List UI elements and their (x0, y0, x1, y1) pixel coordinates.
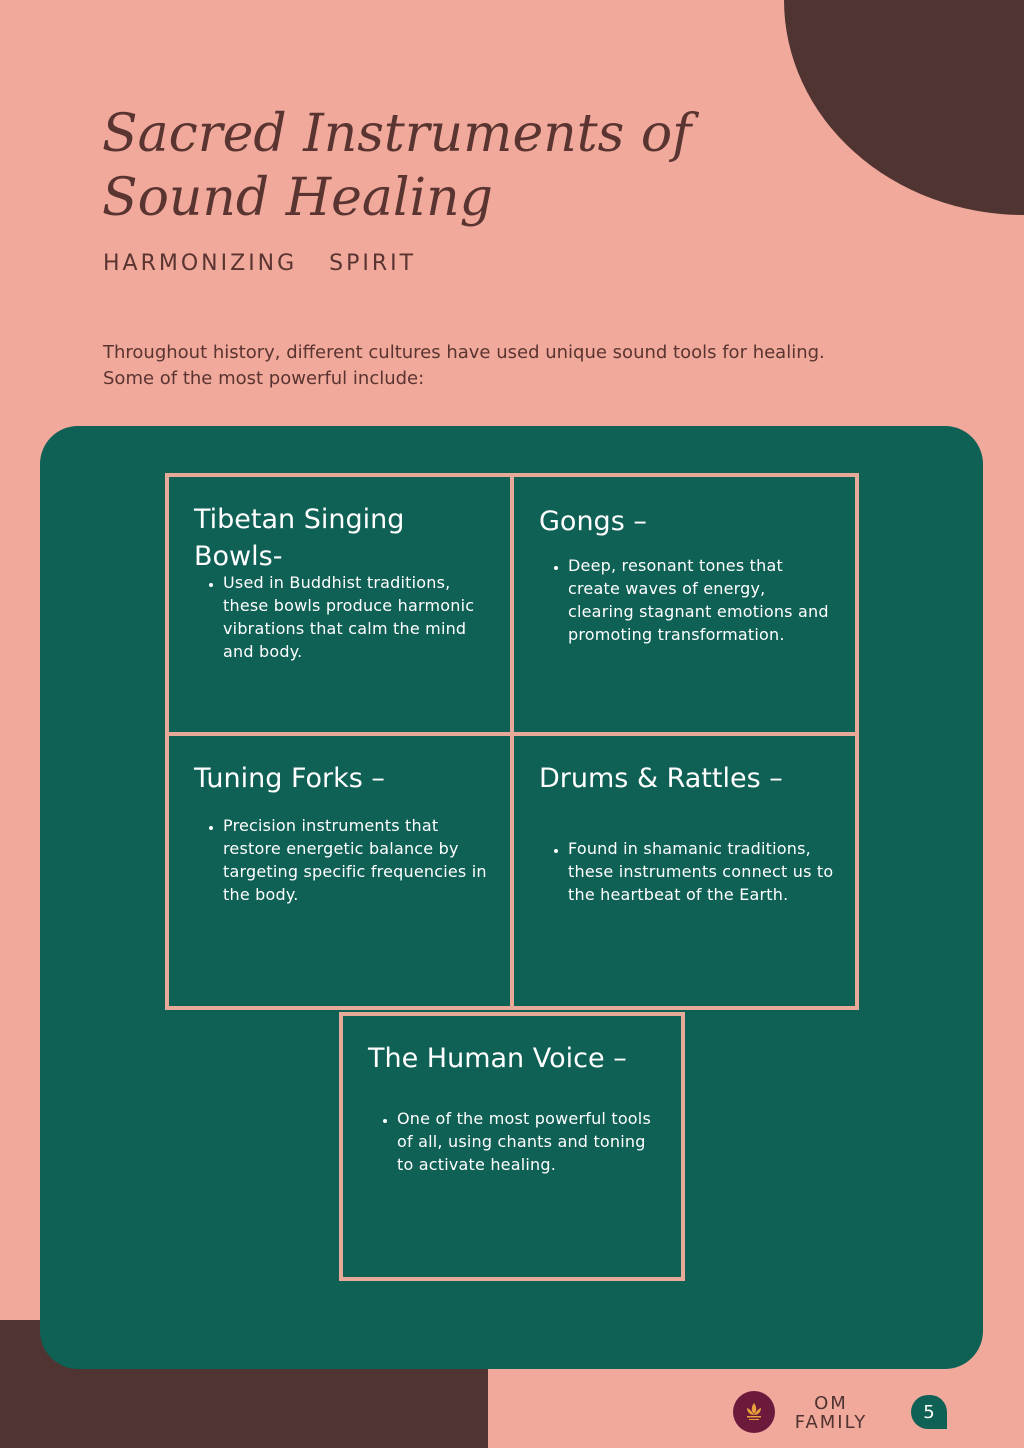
instrument-description: • One of the most powerful tools of all, using chants and toning to activate healing. (397, 1107, 661, 1176)
instrument-list (194, 571, 490, 663)
title-line-1: Sacred Instruments of (102, 104, 692, 164)
instrument-card-drums-rattles (510, 732, 859, 1010)
lotus-logo-icon (733, 1391, 775, 1433)
instrument-card-tuning-forks (165, 732, 514, 1010)
footer-brand-line-2: FAMILY (794, 1412, 868, 1433)
footer-brand-line-1: OM (814, 1393, 848, 1414)
instrument-card-gongs (510, 473, 859, 736)
instrument-list (194, 814, 490, 906)
instrument-description: • Deep, resonant tones that create waves of energy, clearing stagnant emotions and promoting transformation. (568, 554, 835, 646)
instrument-description: • Precision instruments that restore energetic balance by targeting specific frequencies in the body. (223, 814, 490, 906)
instrument-heading: The Human Voice – (368, 1043, 627, 1074)
decorative-corner-shape-top (784, 0, 1024, 215)
title-line-2: Sound Healing (102, 168, 493, 228)
page-number-badge: 5 (911, 1395, 947, 1429)
instrument-card-human-voice (339, 1012, 685, 1281)
instrument-description: • Found in shamanic traditions, these instruments connect us to the heartbeat of the Earth. (568, 837, 835, 906)
page-subtitle: HARMONIZING SPIRIT (103, 251, 417, 276)
instrument-heading: Gongs – (539, 506, 647, 537)
instrument-heading: Drums & Rattles – (539, 763, 783, 794)
instrument-list (539, 837, 835, 906)
instrument-heading: Tibetan Singing Bowls- (194, 504, 405, 572)
instrument-card-singing-bowls (165, 473, 514, 736)
instrument-list (368, 1107, 661, 1176)
page-title (102, 102, 742, 230)
footer-brand (786, 1394, 876, 1432)
intro-paragraph: Throughout history, different cultures have used unique sound tools for healing. Some of the most powerful include: (103, 342, 825, 389)
instrument-description: • Used in Buddhist traditions, these bowls produce harmonic vibrations that calm the mind and body. (223, 571, 490, 663)
instrument-list (539, 554, 835, 646)
instrument-heading: Tuning Forks – (194, 763, 385, 794)
lotus-logo-graphic (739, 1397, 769, 1427)
